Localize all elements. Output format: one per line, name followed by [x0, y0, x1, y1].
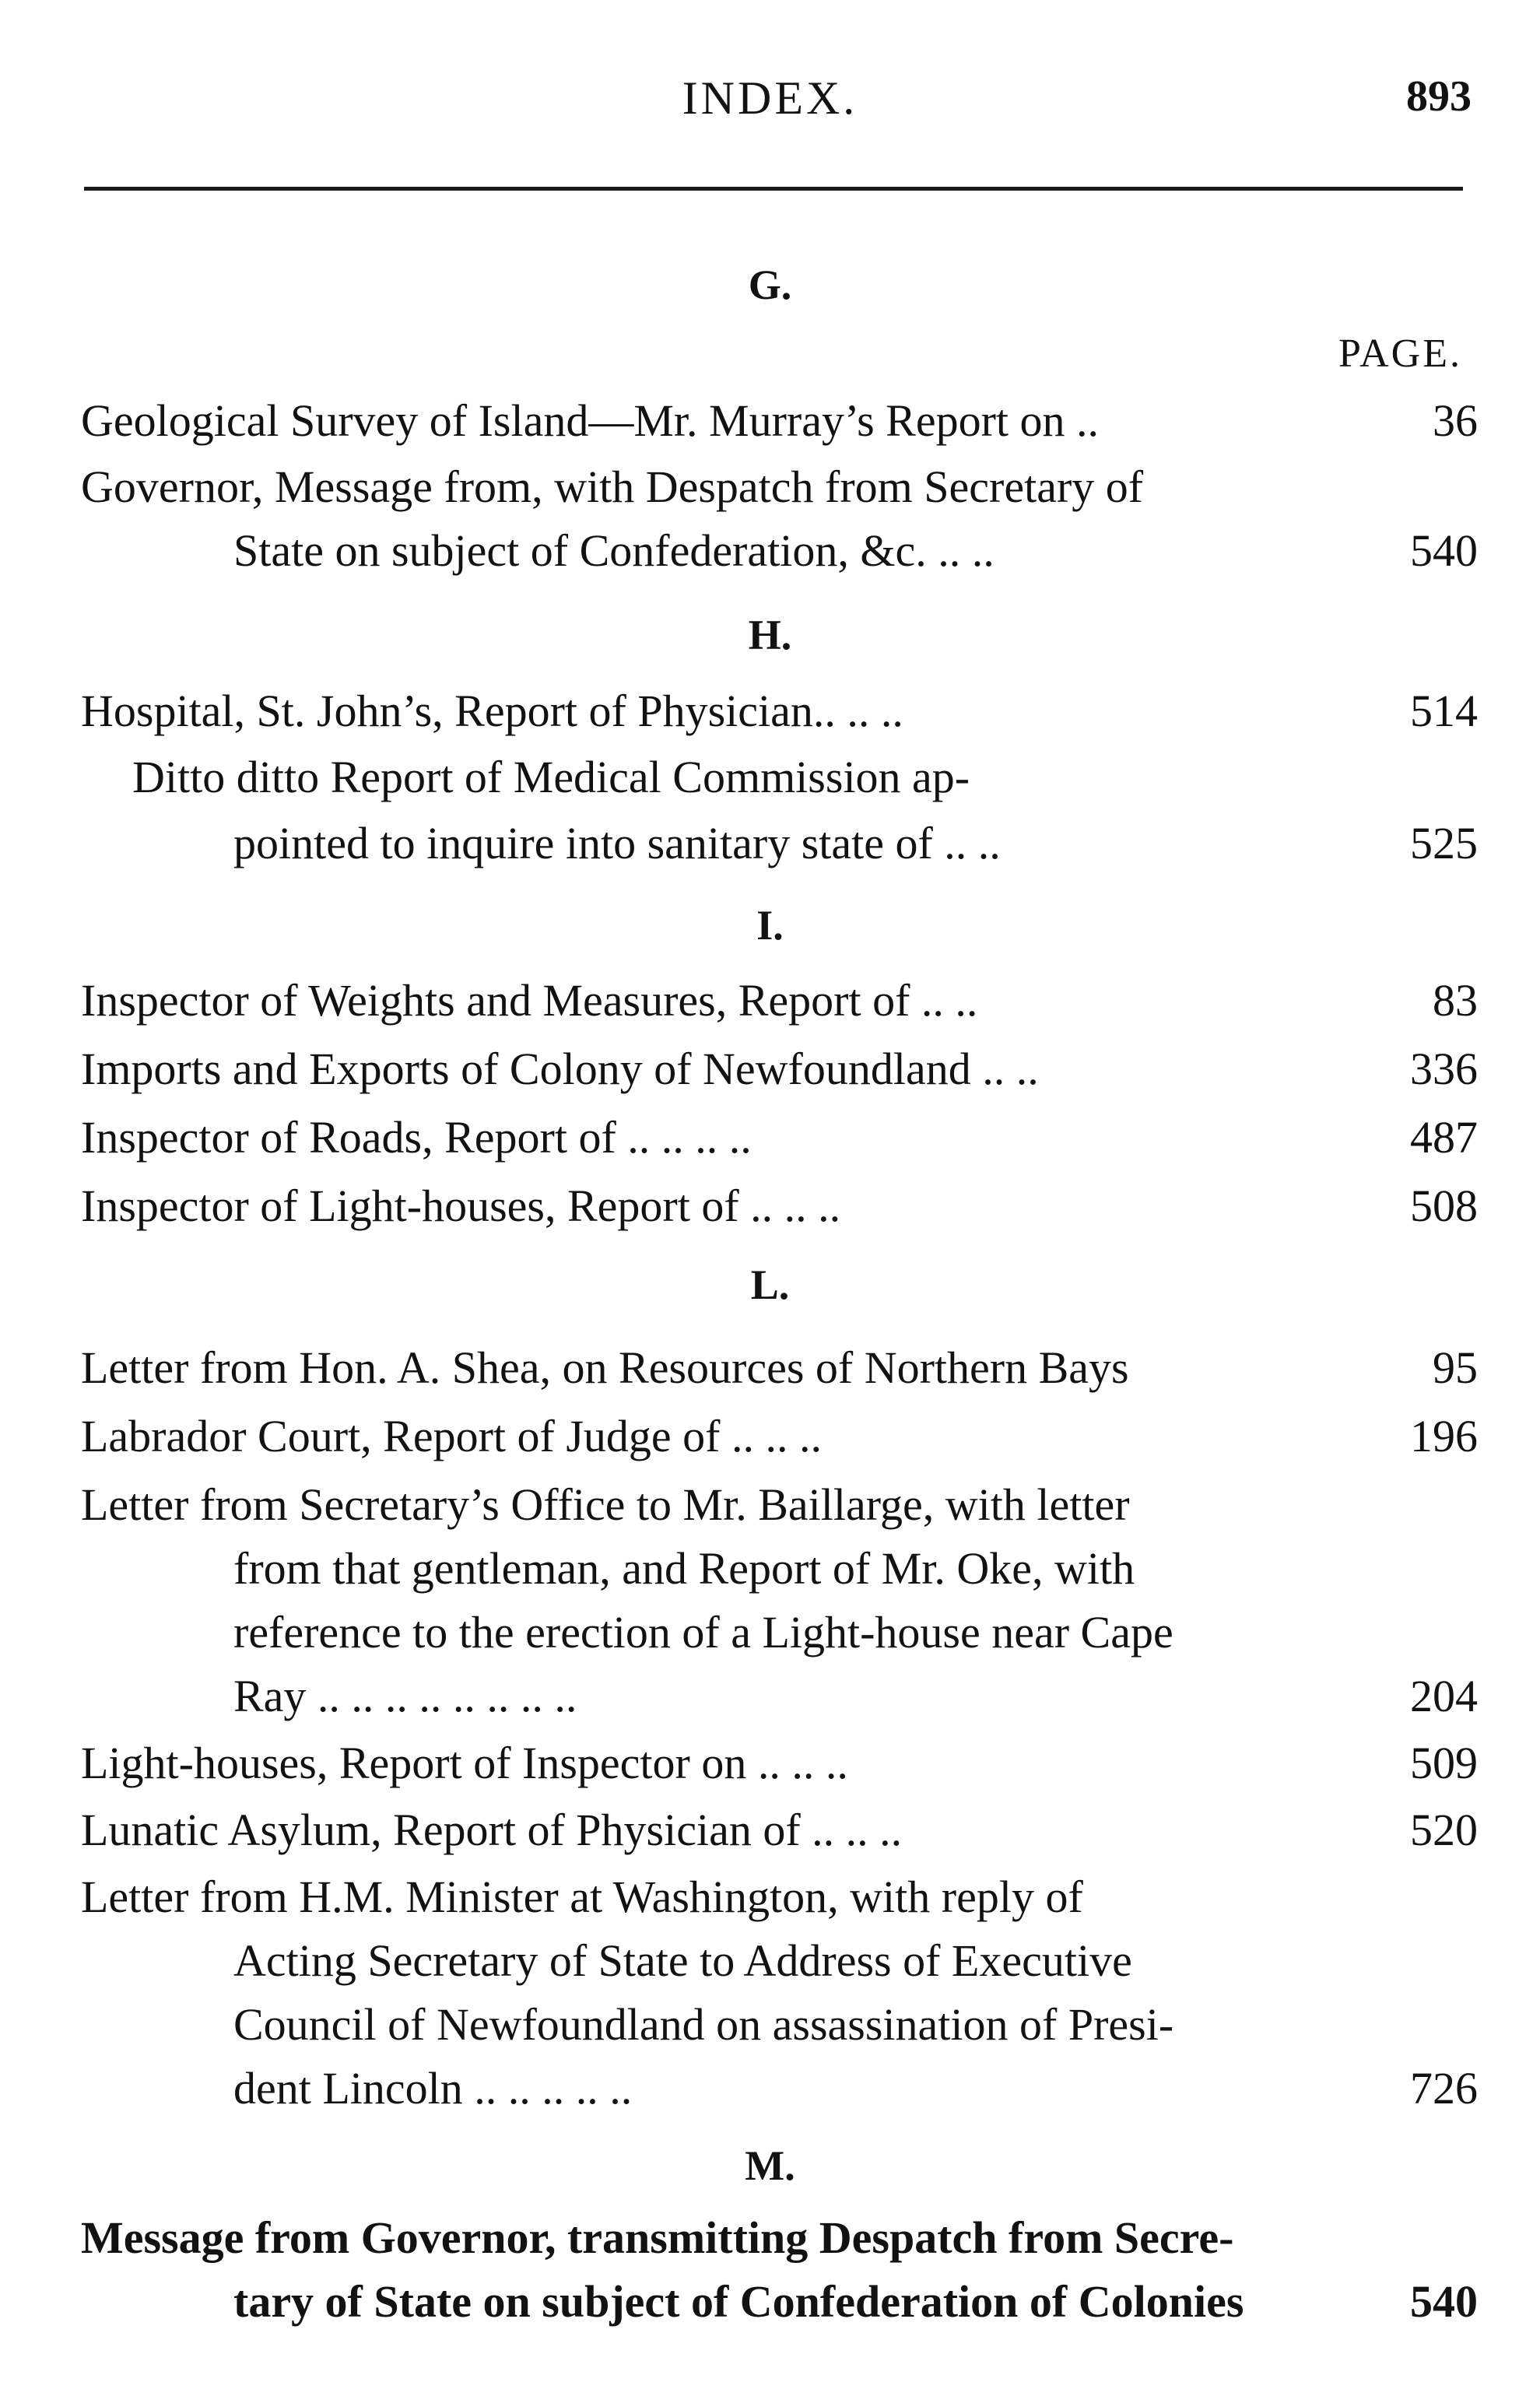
- page-ref-letter-baillarge: 204: [1410, 1671, 1478, 1721]
- section-letter-h: H.: [748, 612, 792, 658]
- index-entry-message-governor: Message from Governor, transmitting Despatch from Secre-: [81, 2212, 1234, 2263]
- index-entry-letter-baillarge-cont-1: from that gentleman, and Report of Mr. Oke, with: [233, 1543, 1135, 1594]
- index-entry-medical-commission: Ditto ditto Report of Medical Commission ap-: [132, 752, 970, 802]
- index-entry-lighthouses-inspector: Light-houses, Report of Inspector on .. .. ..: [81, 1738, 848, 1788]
- index-entry-letter-baillarge: Letter from Secretary’s Office to Mr. Baillarge, with letter: [81, 1479, 1130, 1530]
- page-number: 893: [1406, 72, 1472, 121]
- page-ref-lighthouses-inspector: 509: [1410, 1738, 1478, 1788]
- index-entry-lunatic-asylum: Lunatic Asylum, Report of Physician of .. .. ..: [81, 1805, 903, 1855]
- index-entry-letter-washington: Letter from H.M. Minister at Washington, with reply of: [81, 1872, 1083, 1922]
- index-entry-hospital: Hospital, St. John’s, Report of Physician.. .. ..: [81, 686, 903, 736]
- page-ref-medical-commission: 525: [1410, 818, 1478, 868]
- page-ref-geological-survey: 36: [1433, 395, 1478, 446]
- index-entry-imports-exports: Imports and Exports of Colony of Newfoundland .. ..: [81, 1044, 1039, 1094]
- index-entry-letter-shea: Letter from Hon. A. Shea, on Resources of Northern Bays: [81, 1342, 1129, 1393]
- index-entry-medical-commission-cont: pointed to inquire into sanitary state of .. ..: [233, 818, 1001, 868]
- index-entry-geological-survey: Geological Survey of Island—Mr. Murray’s Report on ..: [81, 395, 1100, 446]
- section-letter-m: M.: [745, 2142, 795, 2189]
- page-ref-labrador-court: 196: [1410, 1411, 1478, 1461]
- page-ref-governor-message: 540: [1410, 525, 1478, 576]
- section-letter-i: I.: [756, 902, 784, 949]
- index-entry-letter-baillarge-cont-3: Ray .. .. .. .. .. .. .. ..: [233, 1671, 577, 1721]
- index-entry-governor-message: Governor, Message from, with Despatch from Secretary of: [81, 461, 1144, 512]
- page-ref-lunatic-asylum: 520: [1410, 1805, 1478, 1855]
- section-letter-g: G.: [748, 261, 792, 308]
- index-entry-labrador-court: Labrador Court, Report of Judge of .. .. ..: [81, 1411, 822, 1461]
- index-entry-message-governor-cont: tary of State on subject of Confederation of Colonies: [233, 2276, 1244, 2327]
- index-entry-inspector-roads: Inspector of Roads, Report of .. .. .. ..: [81, 1112, 752, 1163]
- page-ref-letter-shea: 95: [1433, 1342, 1478, 1393]
- page-ref-imports-exports: 336: [1410, 1044, 1478, 1094]
- section-letter-l: L.: [750, 1261, 790, 1308]
- index-entry-letter-washington-cont-2: Council of Newfoundland on assassination of Presi-: [233, 1999, 1174, 2050]
- page-ref-inspector-lighthouses: 508: [1410, 1180, 1478, 1231]
- page-ref-inspector-roads: 487: [1410, 1112, 1478, 1163]
- page-title: INDEX.: [682, 72, 858, 124]
- page-ref-message-governor: 540: [1410, 2276, 1478, 2327]
- index-entry-letter-baillarge-cont-2: reference to the erection of a Light-house near Cape: [233, 1607, 1173, 1658]
- page-ref-letter-washington: 726: [1410, 2063, 1478, 2114]
- page-ref-hospital: 514: [1410, 686, 1478, 736]
- index-entry-inspector-lighthouses: Inspector of Light-houses, Report of .. .. ..: [81, 1180, 841, 1231]
- index-entry-weights-measures: Inspector of Weights and Measures, Report of .. ..: [81, 975, 978, 1026]
- page-column-header: PAGE.: [1338, 332, 1462, 376]
- page-ref-weights-measures: 83: [1433, 975, 1478, 1026]
- index-entry-governor-message-cont: State on subject of Confederation, &c. .. ..: [233, 525, 995, 576]
- index-entry-letter-washington-cont-1: Acting Secretary of State to Address of Executive: [233, 1935, 1132, 1986]
- index-entry-letter-washington-cont-3: dent Lincoln .. .. .. .. ..: [233, 2063, 633, 2114]
- header-rule: [84, 187, 1463, 191]
